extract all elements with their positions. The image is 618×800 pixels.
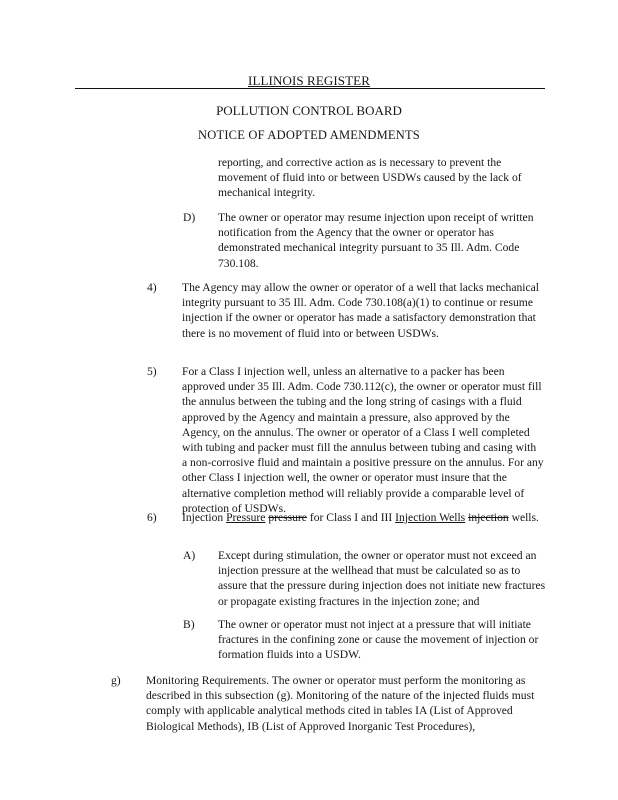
item-a-label: A) — [183, 549, 196, 562]
item-4-label: 4) — [147, 281, 157, 294]
notice-heading: NOTICE OF ADOPTED AMENDMENTS — [198, 128, 420, 142]
item-d-label: D) — [183, 211, 196, 224]
item-6-text: Injection Pressure pressure for Class I and III Injection Wells injection wells. — [182, 511, 539, 524]
paragraph-c-continuation: reporting, and corrective action as is necessary to prevent the movement of fluid into or between USDWs caused by the lack of mechanical integrity. — [218, 156, 522, 200]
header-rule — [75, 88, 545, 89]
board-name: POLLUTION CONTROL BOARD — [216, 103, 402, 118]
register-title: ILLINOIS REGISTER — [248, 73, 370, 88]
inserted-text: Pressure — [226, 511, 266, 524]
item-g-label: g) — [111, 674, 121, 687]
item-b-label: B) — [183, 618, 195, 631]
item-5-text: For a Class I injection well, unless an alternative to a packer has been approved under 35 Ill. Adm. Code 730.112(c), the owner or operator must fill the annulus between the tubing and the long string of casings with a fluid approved by the Agency and maintain a pressure, also approved by the Agency, on the annulus. The owner or operator of a Class I well completed with tubing and packer must fill the annulus between tubing and casing with a non-corrosive fluid and maintain a positive pressure on the annulus. For any other Class I injection well, the owner or operator must insure that the alternative completion method will reliably provide a comparable level of protection of USDWs. — [182, 365, 544, 515]
inserted-text: Injection Wells — [395, 511, 466, 524]
item-g-text: Monitoring Requirements. The owner or operator must perform the monitoring as described in this subsection (g). Monitoring of the nature of the injected fluids must comply with applicable analytical methods cited in tables IA (List of Approved Biological Methods), IB (List of Approved Inorganic Test Procedures), — [146, 674, 535, 733]
item-b-text: The owner or operator must not inject at a pressure that will initiate fractures in the confining zone or cause the movement of injection or formation fluids into a USDW. — [218, 618, 539, 662]
deleted-text: injection — [468, 511, 509, 524]
item-a-text: Except during stimulation, the owner or operator must not exceed an injection pressure at the wellhead that must be calculated so as to assure that the pressure during injection does not initiate new fractures or propagate existing fractures in the injection zone; and — [218, 549, 546, 608]
deleted-text: pressure — [268, 511, 307, 524]
item-5-label: 5) — [147, 365, 157, 378]
item-6-label: 6) — [147, 511, 157, 524]
item-d-text: The owner or operator may resume injection upon receipt of written notification from the Agency that the owner or operator has demonstrated mechanical integrity pursuant to 35 Ill. Adm. Code 730.108. — [218, 211, 534, 270]
item-4-text: The Agency may allow the owner or operator of a well that lacks mechanical integrity pursuant to 35 Ill. Adm. Code 730.108(a)(1) to continue or resume injection if the owner or operator has made a satisfactory demonstration that there is no movement of fluid into or between USDWs. — [182, 281, 540, 340]
